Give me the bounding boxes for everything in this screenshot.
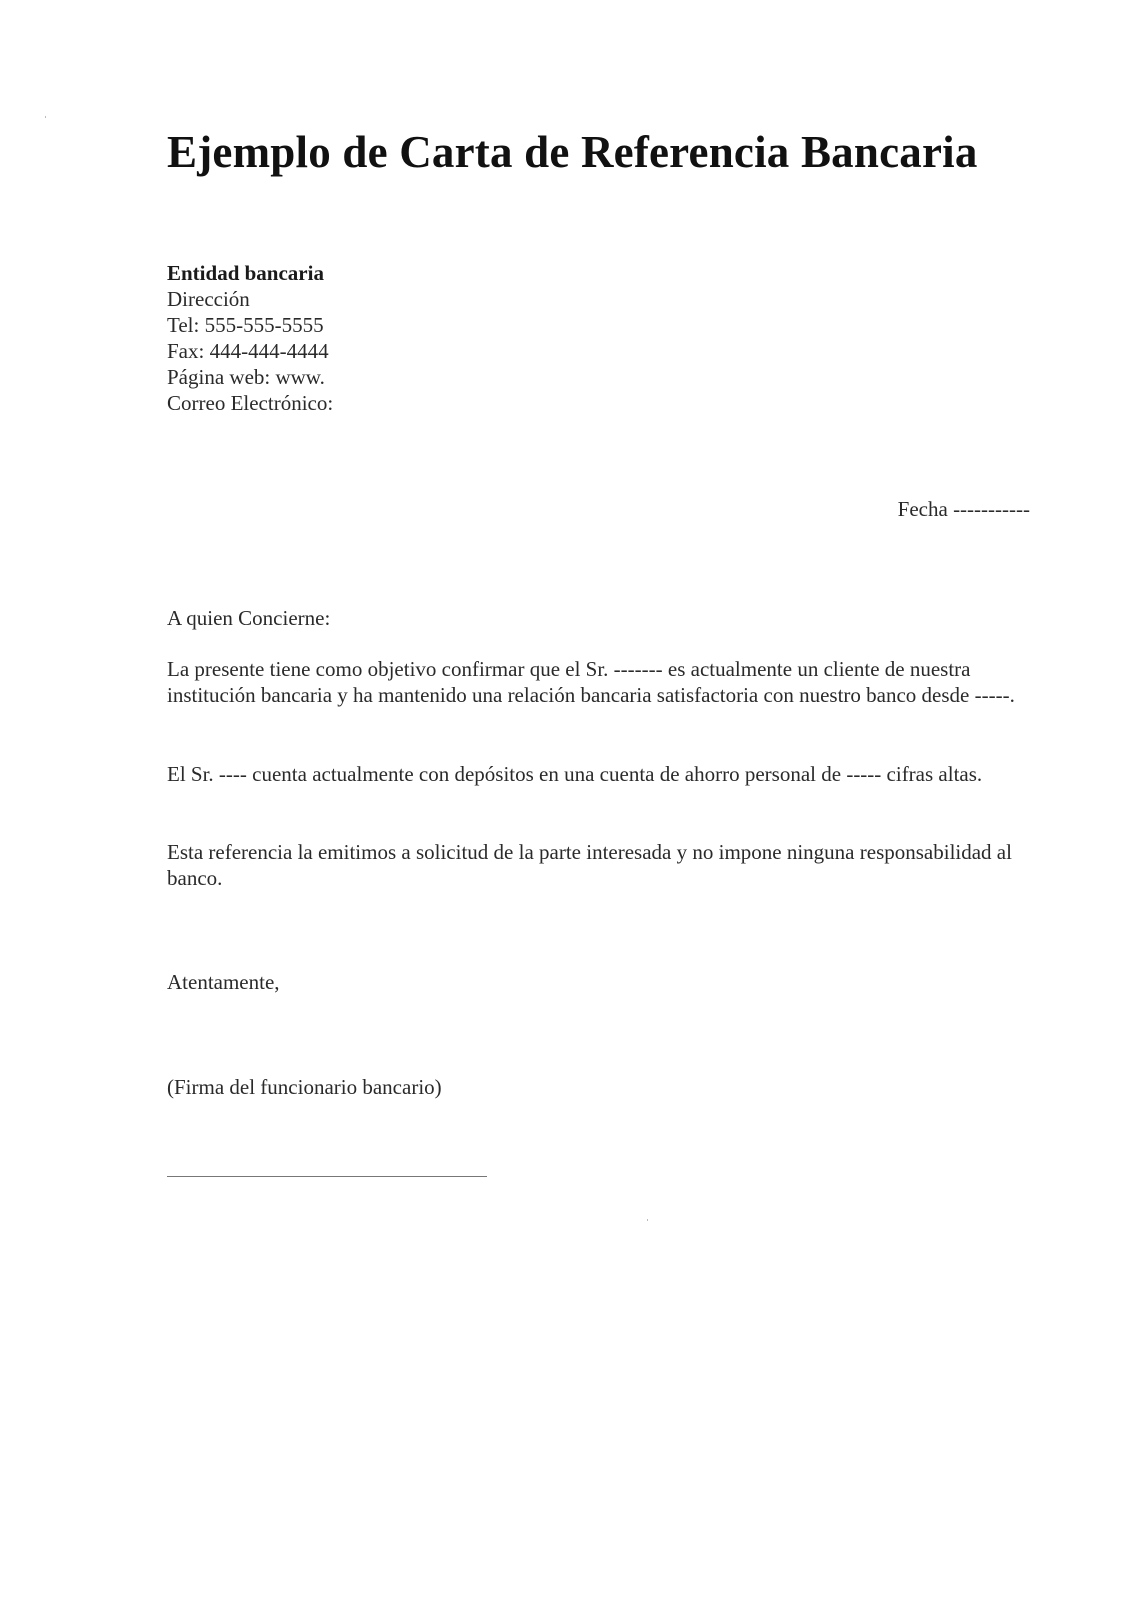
bank-name: Entidad bancaria	[167, 261, 324, 285]
body-paragraph-3: Esta referencia la emitimos a solicitud de la parte interesada y no impone ninguna responsabilidad al banco.	[167, 840, 1012, 890]
sender-block	[167, 260, 333, 416]
closing: Atentamente,	[167, 970, 280, 994]
bank-phone: Tel: 555-555-5555	[167, 313, 324, 337]
bank-website: Página web: www.	[167, 365, 325, 389]
scan-speck	[45, 116, 46, 118]
bank-fax: Fax: 444-444-4444	[167, 339, 329, 363]
letter-date: Fecha -----------	[897, 497, 1030, 521]
greeting: A quien Concierne:	[167, 606, 331, 630]
page-title: Ejemplo de Carta de Referencia Bancaria	[167, 127, 978, 177]
bank-address: Dirección	[167, 287, 250, 311]
signature-label: (Firma del funcionario bancario)	[167, 1075, 442, 1099]
bank-email: Correo Electrónico:	[167, 391, 334, 415]
signature-line	[167, 1176, 487, 1177]
scan-speck	[647, 1219, 648, 1221]
body-paragraph-1: La presente tiene como objetivo confirmar que el Sr. ------- es actualmente un cliente de nuestra institución bancaria y ha mantenido una relación bancaria satisfactoria con nuestro banco desde -----.	[167, 657, 1015, 707]
body-paragraph-2: El Sr. ---- cuenta actualmente con depósitos en una cuenta de ahorro personal de ----- cifras altas.	[167, 762, 983, 786]
